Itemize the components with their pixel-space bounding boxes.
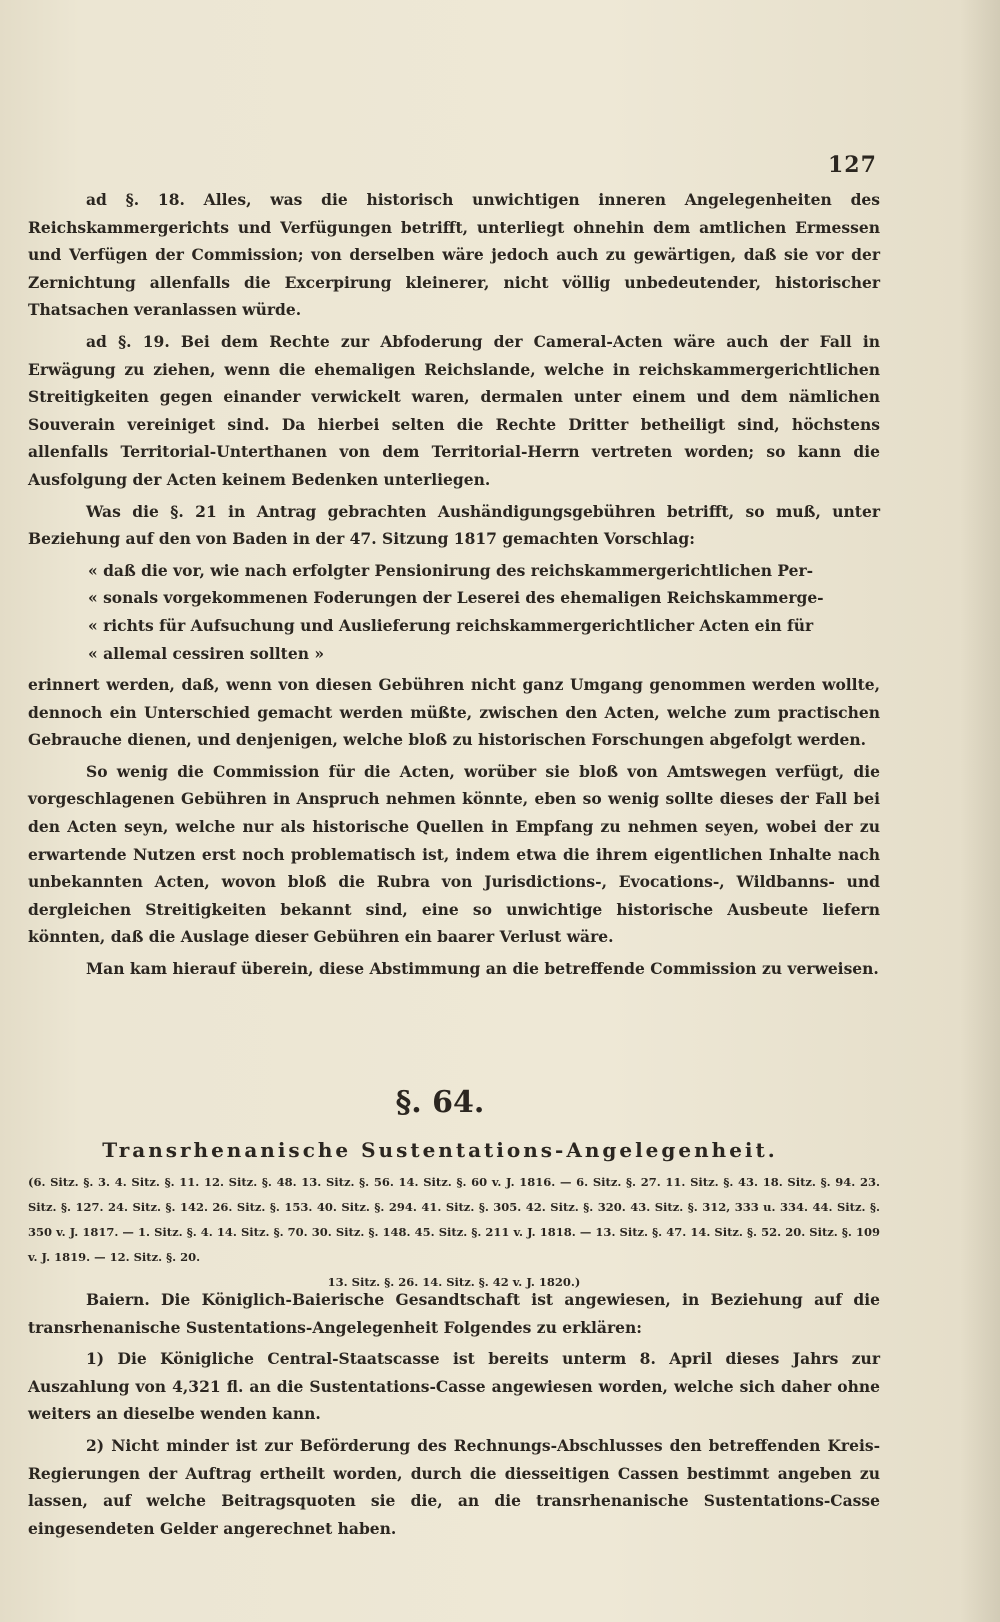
paragraph-reminder: erinnert werden, daß, wenn von diesen Gebühren nicht ganz Umgang genommen werden wollte, dennoch ein Unterschied gemacht werden müßte, zwischen den Acten, welche zum practischen Gebrauche dienen, und denjenigen, welche bloß zu historischen Forschungen abgefolgt werden. [28,675,880,750]
section-number: §. 64. [395,1085,485,1120]
lower-text-block [28,1286,880,1546]
quote-line: « sonals vorgekommenen Foderungen der Leserei des ehemaligen Reichskammerge- [88,588,824,608]
page-edge-shadow [960,0,1000,1622]
upper-text-block [28,186,880,987]
quote-line: « allemal cessiren sollten » [88,643,325,663]
quote-line: « daß die vor, wie nach erfolgter Pensionirung des reichskammergerichtlichen Per- [88,560,814,580]
page-number: 127 [828,152,877,178]
paragraph-fees: Was die §. 21 in Antrag gebrachten Aushändigungsgebühren betrifft, so muß, unter Beziehung auf den von Baden in der 47. Sitzung 1817 gemachten Vorschlag: [28,501,880,549]
section-title: Transrhenanische Sustentations-Angelegenheit. [102,1138,778,1162]
paragraph-baiern: Baiern. Die Königlich-Baierische Gesandtschaft ist angewiesen, in Beziehung auf die transrhenanische Sustentations-Angelegenheit Folgendes zu erklären: [28,1290,880,1337]
paragraph-commission: So wenig die Commission für die Acten, worüber sie bloß von Amtswegen verfügt, die vorgeschlagenen Gebühren in Anspruch nehmen könnte, eben so wenig sollte dieses der Fall bei den Acten seyn, welche nur als historische Quellen in Empfang zu nehmen seyen, wobei der zu erwartende Nutzen erst noch problematisch ist, indem etwa die ihrem eigentlichen Inhalte nach unbekannten Acten, wovon bloß die Rubra von Jurisdictions-, Evocations-, Wildbanns- und dergleichen Streitigkeiten bekannt sind, eine so unwichtige historische Ausbeute liefern könnten, daß die Auslage dieser Gebühren ein baarer Verlust wäre. [28,761,880,947]
paragraph-ad-19: ad §. 19. Bei dem Rechte zur Abfoderung der Cameral-Acten wäre auch der Fall in Erwägung zu ziehen, wenn die ehemaligen Reichslande, welche in reichskammergerichtlichen Streitigkeiten gegen einander verwickelt waren, dermalen unter einem und dem nämlichen Souverain vereiniget sind. Da hierbei selten die Rechte Dritter betheiligt sind, höchstens allenfalls Territorial-Unterthanen von dem Territorial-Herrn vertreten worden; so kann die Ausfolgung der Acten keinem Bedenken unterliegen. [28,331,880,489]
paragraph-ad-18: ad §. 18. Alles, was die historisch unwichtigen inneren Angelegenheiten des Reichskammergerichts und Verfügungen betrifft, unterliegt ohnehin dem amtlichen Ermessen und Verfügen der Commission; von derselben wäre jedoch auch zu gewärtigen, daß sie vor der Zernichtung allenfalls die Excerpirung kleinerer, nicht völlig unbedeutender, historischer Thatsachen veranlassen würde. [28,190,880,320]
references-text: (6. Sitz. §. 3. 4. Sitz. §. 11. 12. Sitz. §. 48. 13. Sitz. §. 56. 14. Sitz. §. 60 v. J. 1816. — 6. Sitz. §. 27. 11. Sitz. §. 43. 18. Sitz. §. 94. 23. Sitz. §. 127. 24. Sitz. §. 142. 26. Sitz. §. 153. 40. Sitz. §. 294. 41. Sitz. §. 305. 42. Sitz. §. 320. 43. Sitz. §. 312, 333 u. 334. 44. Sitz. §. 350 v. J. 1817. — 1. Sitz. §. 4. 14. Sitz. §. 70. 30. Sitz. §. 148. 45. Sitz. §. 211 v. J. 1818. — 13. Sitz. §. 47. 14. Sitz. §. 52. 20. Sitz. §. 109 v. J. 1819. — 12. Sitz. §. 20. [28,1175,880,1264]
references-last-line: 13. Sitz. §. 26. 14. Sitz. §. 42 v. J. 1820.) [327,1275,581,1289]
paragraph-point-1: 1) Die Königliche Central-Staatscasse ist bereits unterm 8. April dieses Jahrs zur Auszahlung von 4,321 fl. an die Sustentations-Casse angewiesen worden, welche sich daher ohne weiters an dieselbe wenden kann. [28,1349,880,1424]
paragraph-agreement: Man kam hierauf überein, diese Abstimmung an die betreffende Commission zu verweisen. [86,959,879,979]
quoted-proposal [28,557,880,667]
quote-line: « richts für Aufsuchung und Auslieferung reichskammergerichtlicher Acten ein für [88,615,814,635]
section-references [28,1170,880,1295]
paragraph-point-2: 2) Nicht minder ist zur Beförderung des Rechnungs-Abschlusses den betreffenden Kreis-Regierungen der Auftrag ertheilt worden, durch die diesseitigen Cassen bestimmt angeben zu lassen, auf welche Beitragsquoten sie die, an die transrhenanische Sustentations-Casse eingesendeten Gelder angerechnet haben. [28,1435,880,1538]
